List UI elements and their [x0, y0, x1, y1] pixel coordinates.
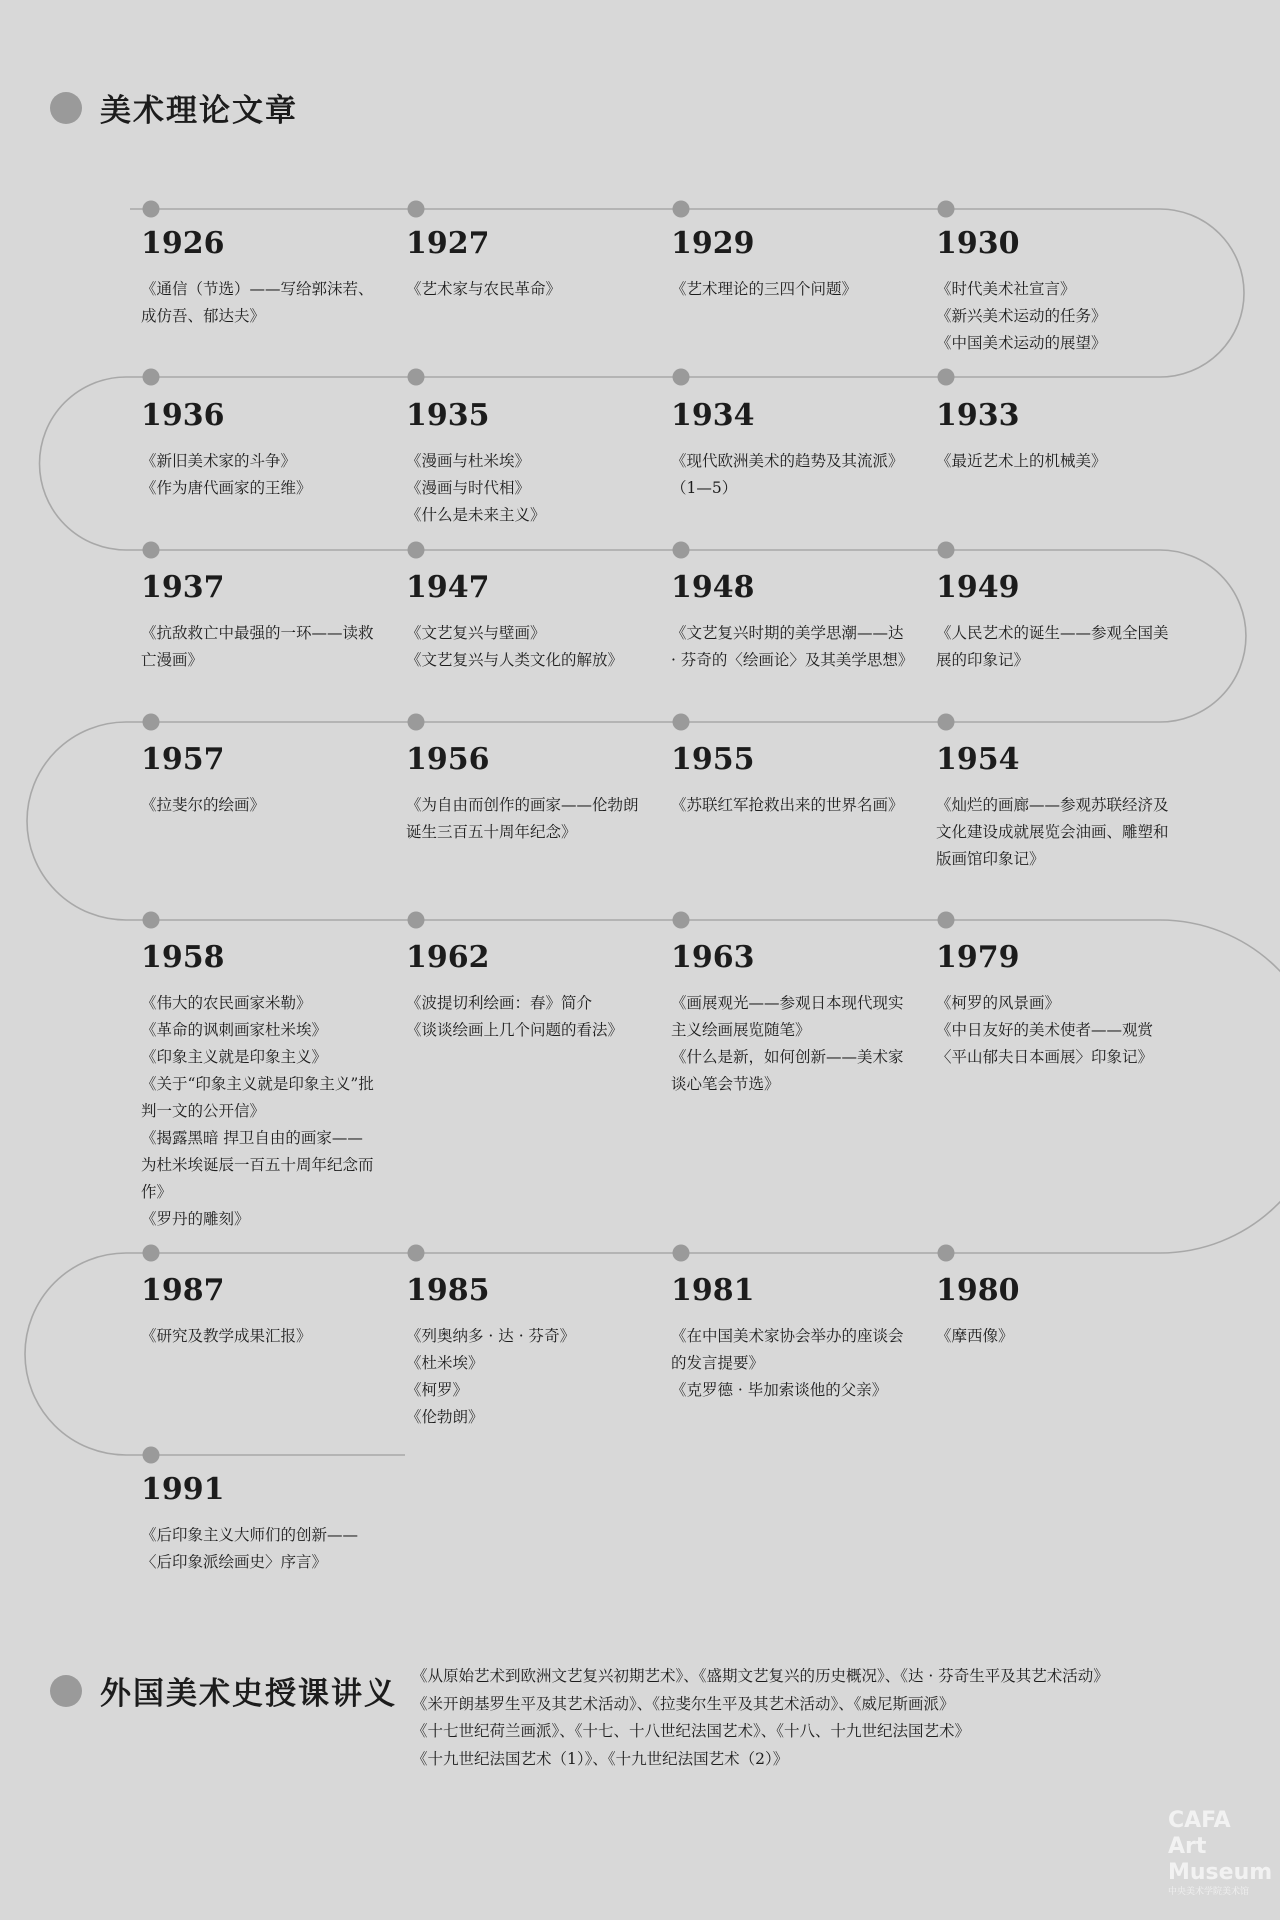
section-title: 外国美术史授课讲义	[100, 1676, 397, 1712]
timeline-entry	[936, 940, 1171, 1071]
article-title: 《抗敌救亡中最强的一环——读救亡漫画》	[141, 624, 374, 669]
timeline-node-icon	[143, 714, 160, 731]
timeline-articles	[141, 448, 376, 502]
article-title: 《什么是新，如何创新——美术家谈心笔会节选》	[671, 1048, 904, 1093]
timeline-articles	[141, 1522, 376, 1576]
article-title: 《通信（节选）——写给郭沫若、成仿吾、郁达夫》	[141, 280, 374, 325]
timeline-entry	[141, 1472, 376, 1576]
timeline-articles	[141, 990, 376, 1233]
timeline-year: 1948	[671, 570, 755, 605]
article-title: 《中国美术运动的展望》	[936, 334, 1107, 352]
timeline-node-icon	[673, 1245, 690, 1262]
timeline-year: 1935	[406, 398, 490, 433]
article-title: 《时代美术社宣言》	[936, 280, 1076, 298]
timeline-articles	[141, 620, 376, 674]
article-title: 《革命的讽刺画家杜米埃》	[141, 1021, 328, 1039]
timeline-entry	[141, 226, 376, 330]
article-title: 《文艺复兴与人类文化的解放》	[406, 651, 624, 669]
timeline-node-icon	[408, 369, 425, 386]
cafa-art-museum-watermark	[1168, 1808, 1272, 1898]
timeline-entry	[671, 742, 906, 819]
article-title: 《中日友好的美术使者——观赏〈平山郁夫日本画展〉印象记》	[936, 1021, 1154, 1066]
timeline-node-icon	[408, 714, 425, 731]
timeline-node-icon	[673, 201, 690, 218]
timeline-articles	[936, 620, 1171, 674]
section-title: 美术理论文章	[100, 93, 298, 129]
article-title: 《波提切利绘画：春》简介	[406, 994, 593, 1012]
article-title: 《什么是未来主义》	[406, 506, 546, 524]
timeline-node-icon	[938, 369, 955, 386]
watermark-line: Museum	[1168, 1860, 1273, 1885]
timeline-articles	[936, 276, 1171, 357]
bullet-dot-icon	[50, 1675, 82, 1707]
article-title: 《柯罗的风景画》	[936, 994, 1061, 1012]
timeline-entry	[936, 1273, 1171, 1350]
article-title: 《漫画与杜米埃》	[406, 452, 531, 470]
timeline-year: 1955	[671, 742, 755, 777]
timeline-year: 1958	[141, 940, 225, 975]
timeline-entry	[141, 940, 376, 1233]
timeline-year: 1933	[936, 398, 1020, 433]
timeline-entry	[406, 940, 641, 1044]
timeline-year: 1936	[141, 398, 225, 433]
timeline-articles	[671, 1323, 906, 1404]
timeline-node-icon	[408, 201, 425, 218]
timeline-entry	[141, 742, 376, 819]
timeline-articles	[671, 276, 906, 303]
timeline-year: 1929	[671, 226, 755, 261]
article-title: 《文艺复兴与壁画》	[406, 624, 546, 642]
timeline-node-icon	[143, 1447, 160, 1464]
timeline-year: 1987	[141, 1273, 225, 1308]
timeline-node-icon	[938, 201, 955, 218]
timeline-year: 1930	[936, 226, 1020, 261]
timeline-articles	[936, 990, 1171, 1071]
timeline-articles	[406, 792, 641, 846]
article-title: 《克罗德 · 毕加索谈他的父亲》	[671, 1381, 888, 1399]
article-title: 《苏联红军抢救出来的世界名画》	[671, 796, 904, 814]
timeline-year: 1926	[141, 226, 225, 261]
article-title: 《人民艺术的诞生——参观全国美展的印象记》	[936, 624, 1169, 669]
article-title: 《在中国美术家协会举办的座谈会的发言提要》	[671, 1327, 904, 1372]
timeline-articles	[671, 990, 906, 1098]
article-title: 《现代欧洲美术的趋势及其流派》（1—5）	[671, 452, 904, 497]
lectures-list	[412, 1663, 1257, 1773]
timeline-year: 1949	[936, 570, 1020, 605]
timeline-node-icon	[408, 1245, 425, 1262]
timeline-articles	[936, 1323, 1171, 1350]
timeline-articles	[671, 620, 914, 674]
timeline-entry	[671, 570, 914, 674]
article-title: 《文艺复兴时期的美学思潮——达 · 芬奇的〈绘画论〉及其美学思想》	[671, 624, 914, 669]
timeline-node-icon	[938, 714, 955, 731]
timeline-articles	[936, 448, 1171, 475]
timeline-year: 1956	[406, 742, 490, 777]
timeline-articles	[406, 276, 641, 303]
timeline-node-icon	[408, 912, 425, 929]
article-title: 《罗丹的雕刻》	[141, 1210, 250, 1228]
lecture-line: 《米开朗基罗生平及其艺术活动》、《拉斐尔生平及其艺术活动》、《威尼斯画派》	[412, 1694, 955, 1713]
article-title: 《灿烂的画廊——参观苏联经济及文化建设成就展览会油画、雕塑和版画馆印象记》	[936, 796, 1169, 868]
article-title: 《后印象主义大师们的创新——〈后印象派绘画史〉序言》	[141, 1526, 359, 1571]
timeline-node-icon	[673, 369, 690, 386]
article-title: 《谈谈绘画上几个问题的看法》	[406, 1021, 624, 1039]
article-title: 《新旧美术家的斗争》	[141, 452, 297, 470]
article-title: 《揭露黑暗 捍卫自由的画家——为杜米埃诞辰一百五十周年纪念而作》	[141, 1129, 374, 1201]
timeline-articles	[406, 1323, 641, 1431]
watermark-line: Art	[1168, 1834, 1207, 1859]
timeline-entry	[936, 398, 1171, 475]
timeline-entry	[406, 226, 641, 303]
lecture-line: 《十九世纪法国艺术（1）》、《十九世纪法国艺术（2）》	[412, 1749, 789, 1768]
timeline-entry	[671, 940, 906, 1098]
article-title: 《柯罗》	[406, 1381, 469, 1399]
timeline-node-icon	[938, 912, 955, 929]
section-header-lectures	[50, 1668, 397, 1713]
article-title: 《关于“印象主义就是印象主义”批判一文的公开信》	[141, 1075, 374, 1120]
timeline-node-icon	[673, 912, 690, 929]
article-title: 《列奥纳多 · 达 · 芬奇》	[406, 1327, 576, 1345]
article-title: 《艺术家与农民革命》	[406, 280, 562, 298]
article-title: 《伦勃朗》	[406, 1408, 484, 1426]
timeline-articles	[671, 792, 906, 819]
watermark-line: CAFA	[1168, 1808, 1231, 1833]
article-title: 《作为唐代画家的王维》	[141, 479, 312, 497]
timeline-entry	[406, 570, 641, 674]
article-title: 《画展观光——参观日本现代现实主义绘画展览随笔》	[671, 994, 904, 1039]
article-title: 《为自由而创作的画家——伦勃朗诞生三百五十周年纪念》	[406, 796, 639, 841]
timeline-articles	[141, 276, 376, 330]
timeline-articles	[936, 792, 1171, 873]
timeline-node-icon	[143, 201, 160, 218]
timeline-entry	[936, 570, 1171, 674]
timeline-articles	[406, 990, 641, 1044]
timeline-entry	[141, 1273, 376, 1350]
timeline-year: 1991	[141, 1472, 225, 1507]
timeline-year: 1954	[936, 742, 1020, 777]
article-title: 《漫画与时代相》	[406, 479, 531, 497]
timeline-articles	[141, 1323, 376, 1350]
timeline-node-icon	[143, 912, 160, 929]
timeline-year: 1985	[406, 1273, 490, 1308]
timeline-year: 1957	[141, 742, 225, 777]
timeline-node-icon	[143, 1245, 160, 1262]
timeline-year: 1934	[671, 398, 755, 433]
timeline-node-icon	[673, 714, 690, 731]
timeline-year: 1947	[406, 570, 490, 605]
timeline-entry	[406, 742, 641, 846]
timeline-articles	[406, 620, 641, 674]
timeline-articles	[141, 792, 376, 819]
timeline-year: 1962	[406, 940, 490, 975]
article-title: 《最近艺术上的机械美》	[936, 452, 1107, 470]
timeline-entry	[406, 1273, 641, 1431]
article-title: 《艺术理论的三四个问题》	[671, 280, 858, 298]
watermark-subtitle: 中央美术学院美术馆	[1168, 1887, 1250, 1897]
article-title: 《印象主义就是印象主义》	[141, 1048, 328, 1066]
timeline-entry	[936, 226, 1171, 357]
timeline-node-icon	[143, 369, 160, 386]
timeline-node-icon	[938, 1245, 955, 1262]
article-title: 《新兴美术运动的任务》	[936, 307, 1107, 325]
timeline-entry	[936, 742, 1171, 873]
timeline-entry	[671, 398, 906, 502]
timeline-year: 1937	[141, 570, 225, 605]
article-title: 《杜米埃》	[406, 1354, 484, 1372]
timeline-node-icon	[408, 542, 425, 559]
article-title: 《摩西像》	[936, 1327, 1014, 1345]
timeline-node-icon	[143, 542, 160, 559]
article-title: 《拉斐尔的绘画》	[141, 796, 266, 814]
lecture-line: 《从原始艺术到欧洲文艺复兴初期艺术》、《盛期文艺复兴的历史概况》、《达 · 芬奇生平及其艺术活动》	[412, 1667, 1109, 1685]
timeline-node-icon	[938, 542, 955, 559]
timeline-entry	[671, 1273, 906, 1404]
timeline-year: 1980	[936, 1273, 1020, 1308]
timeline-entry	[141, 398, 376, 502]
article-title: 《伟大的农民画家米勒》	[141, 994, 312, 1012]
timeline-node-icon	[673, 542, 690, 559]
timeline-articles	[406, 448, 641, 529]
timeline-articles	[671, 448, 906, 502]
timeline-year: 1981	[671, 1273, 755, 1308]
timeline-year: 1927	[406, 226, 490, 261]
timeline-entry	[141, 570, 376, 674]
timeline-year: 1979	[936, 940, 1020, 975]
timeline-entry	[406, 398, 641, 529]
timeline-year: 1963	[671, 940, 755, 975]
article-title: 《研究及教学成果汇报》	[141, 1327, 312, 1345]
timeline-entry	[671, 226, 906, 303]
lecture-line: 《十七世纪荷兰画派》、《十七、十八世纪法国艺术》、《十八、十九世纪法国艺术》	[412, 1722, 971, 1740]
